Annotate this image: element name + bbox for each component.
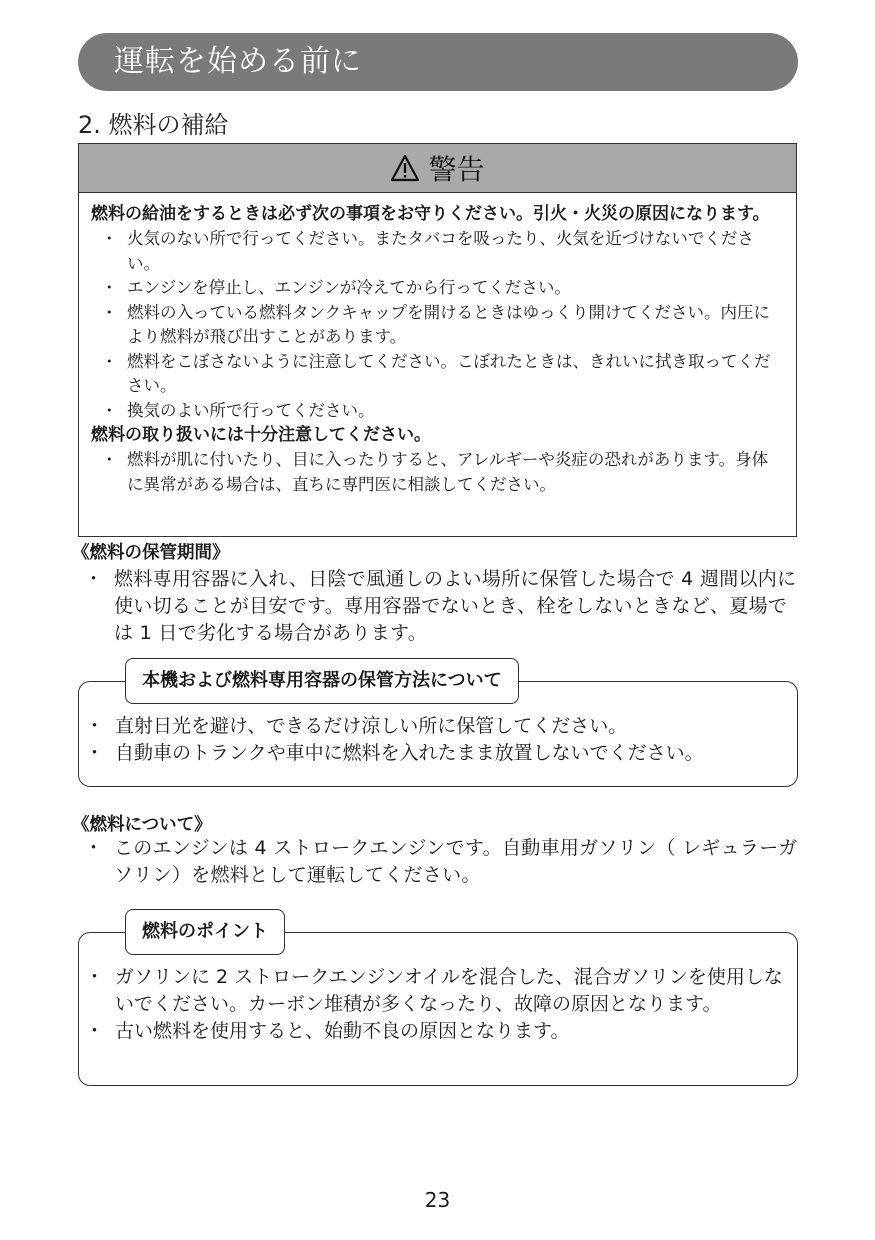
list-item: ・ 燃料の入っている燃料タンクキャップを開けるときはゆっくり開けてください。内圧により燃料が飛び出すことがあります。 [91,301,784,350]
fuel-points-box [78,921,798,1086]
storage-period-list [78,566,800,647]
warning-body [79,193,796,497]
warning-lead-handling: 燃料の取り扱いには十分注意してください。 [91,425,431,445]
section-title: 2. 燃料の補給 [78,111,229,139]
page-number: 23 [424,1188,451,1212]
warning-triangle-icon [390,154,420,182]
warning-header [79,144,796,193]
fuel-points-label: 燃料のポイント [125,909,285,955]
about-fuel-list [78,835,800,889]
storage-period-heading: 《燃料の保管期間》 [72,543,230,563]
chapter-banner [78,33,798,91]
storage-method-list [79,713,797,767]
storage-method-label: 本機および燃料専用容器の保管方法について [125,658,519,704]
about-fuel-heading: 《燃料について》 [72,815,212,835]
list-item: ・ ガソリンに 2 ストロークエンジンオイルを混合した、混合ガソリンを使用しないでください。カーボン堆積が多くなったり、故障の原因となります。 [79,964,797,1018]
list-item: ・ 燃料をこぼさないように注意してください。こぼれたときは、きれいに拭き取ってください。 [91,350,784,399]
list-item: ・ エンジンを停止し、エンジンが冷えてから行ってください。 [91,276,784,301]
list-item: ・ このエンジンは 4 ストロークエンジンです。自動車用ガソリン（ レギュラーガソリン）を燃料として運転してください。 [78,835,800,889]
list-item: ・ 自動車のトランクや車中に燃料を入れたまま放置しないでください。 [79,740,797,767]
list-item: ・ 火気のない所で行ってください。またタバコを吸ったり、火気を近づけないでください。 [91,227,784,276]
list-item: ・ 古い燃料を使用すると、始動不良の原因となります。 [79,1018,797,1045]
warning-heading: 警告 [428,153,485,186]
list-item: ・ 燃料が肌に付いたり、目に入ったりすると、アレルギーや炎症の恐れがあります。身体に異常がある場合は、直ちに専門医に相談してください。 [91,448,784,497]
list-item: ・ 換気のよい所で行ってください。 [91,399,784,424]
list-item: ・ 直射日光を避け、できるだけ涼しい所に保管してください。 [79,713,797,740]
list-item: ・ 燃料専用容器に入れ、日陰で風通しのよい場所に保管した場合で 4 週間以内に使い切ることが目安です。専用容器でないとき、栓をしないときなど、夏場では 1 日で劣化する場合があります。 [78,566,800,647]
chapter-title: 運転を始める前に [114,44,362,79]
storage-method-box [78,670,798,787]
fuel-points-list [79,964,797,1045]
warning-list [91,227,784,423]
warning-list-handling [91,448,784,497]
warning-box [78,143,797,537]
warning-lead: 燃料の給油をするときは必ず次の事項をお守りください。引火・火災の原因になります。 [91,204,770,224]
